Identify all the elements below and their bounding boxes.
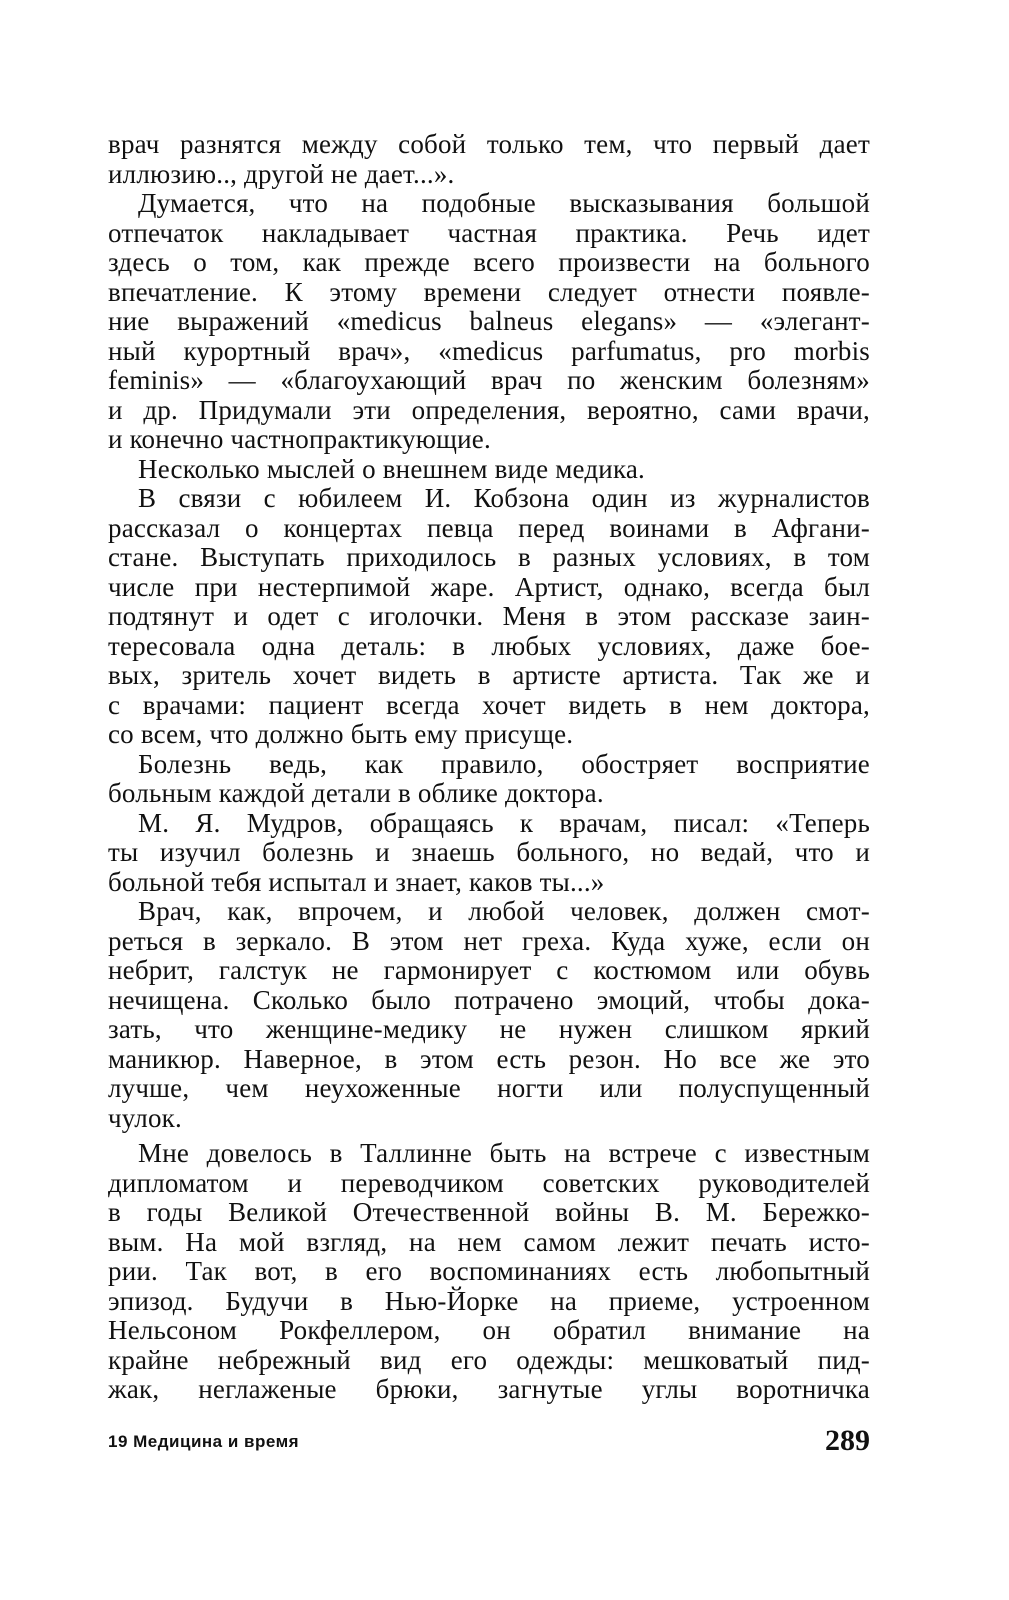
text-line: реться в зеркало. В этом нет греха. Куда хуже, если он bbox=[108, 925, 870, 956]
paragraph bbox=[108, 484, 870, 750]
text-line: ние выражений «medicus balneus elegans» — «элегант- bbox=[108, 306, 870, 336]
text-line: feminis» — «благоухающий врач по женским болезням» bbox=[108, 365, 870, 395]
text-line: ты изучил болезнь и знаешь больного, но ведай, что и bbox=[108, 837, 870, 867]
text-line: больным каждой детали в облике доктора. bbox=[108, 778, 604, 808]
text-line: с врачами: пациент всегда хочет видеть в нем доктора, bbox=[108, 689, 870, 720]
text-line: Мне довелось в Таллинне быть на встрече с известным bbox=[138, 1138, 870, 1168]
text-line: зать, что женщине-медику не нужен слишком яркий bbox=[108, 1014, 870, 1044]
page-body bbox=[108, 130, 870, 1405]
text-line: здесь о том, как прежде всего произвести на больного bbox=[108, 247, 870, 277]
text-line: эпизод. Будучи в Нью-Йорке на приеме, устроенном bbox=[108, 1285, 870, 1316]
text-line: вых, зритель хочет видеть в артисте артиста. Так же и bbox=[108, 660, 870, 690]
text-line: тересовала одна деталь: в любых условиях, даже бое- bbox=[108, 630, 870, 661]
text-line: жак, неглаженые брюки, загнутые углы воротничка bbox=[108, 1374, 870, 1404]
paragraph bbox=[108, 1139, 870, 1405]
text-line: крайне небрежный вид его одежды: мешковатый пид- bbox=[108, 1344, 870, 1375]
paragraph bbox=[108, 750, 870, 809]
text-line: и конечно частнопрактикующие. bbox=[108, 424, 491, 454]
text-line: Нельсоном Рокфеллером, он обратил внимание на bbox=[108, 1315, 870, 1345]
text-line: вым. На мой взгляд, на нем самом лежит печать исто- bbox=[108, 1226, 870, 1257]
text-line: в годы Великой Отечественной войны В. М. Бережко- bbox=[108, 1197, 870, 1227]
text-line: стане. Выступать приходилось в разных условиях, в том bbox=[108, 542, 870, 572]
page-number: 289 bbox=[825, 1424, 870, 1457]
text-line: числе при нестерпимой жаре. Артист, однако, всегда был bbox=[108, 571, 870, 602]
text-line: рии. Так вот, в его воспоминаниях есть любопытный bbox=[108, 1256, 870, 1286]
text-line: дипломатом и переводчиком советских руководителей bbox=[108, 1167, 870, 1198]
text-line: В связи с юбилеем И. Кобзона один из журналистов bbox=[138, 483, 870, 513]
paragraph bbox=[108, 897, 870, 1133]
text-line: Болезнь ведь, как правило, обостряет восприятие bbox=[138, 748, 870, 779]
page-footer bbox=[108, 1424, 870, 1460]
text-line: ный курортный врач», «medicus parfumatus, pro morbis bbox=[108, 335, 870, 366]
text-line: подтянут и одет с иголочки. Меня в этом рассказе заин- bbox=[108, 601, 870, 631]
text-line: иллюзию.., другой не дает...». bbox=[108, 158, 455, 189]
paragraph bbox=[108, 189, 870, 455]
text-line: Думается, что на подобные высказывания большой bbox=[138, 188, 870, 218]
paragraph bbox=[108, 809, 870, 898]
text-line: отпечаток накладывает частная практика. Речь идет bbox=[108, 217, 870, 248]
text-line: лучше, чем неухоженные ногти или полуспущенный bbox=[108, 1073, 870, 1103]
text-line: рассказал о концертах певца перед воинами в Афгани- bbox=[108, 512, 870, 543]
text-line: больной тебя испытал и знает, каков ты...» bbox=[108, 866, 605, 897]
printer-signature-mark: 19 Медицина и время bbox=[108, 1432, 300, 1451]
paragraph bbox=[108, 130, 870, 189]
text-line: Несколько мыслей о внешнем виде медика. bbox=[138, 453, 645, 484]
text-line: небрит, галстук не гармонирует с костюмом или обувь bbox=[108, 955, 870, 985]
text-line: М. Я. Мудров, обращаясь к врачам, писал: «Теперь bbox=[138, 807, 870, 838]
text-line: чулок. bbox=[108, 1102, 182, 1133]
text-line: маникюр. Наверное, в этом есть резон. Но все же это bbox=[108, 1043, 870, 1074]
text-line: со всем, что должно быть ему присуще. bbox=[108, 719, 574, 749]
text-line: и др. Придумали эти определения, вероятно, сами врачи, bbox=[108, 394, 870, 425]
text-line: впечатление. К этому времени следует отнести появле- bbox=[108, 276, 870, 307]
paragraph bbox=[108, 455, 870, 485]
text-line: врач разнятся между собой только тем, что первый дает bbox=[108, 129, 870, 159]
text-line: нечищена. Сколько было потрачено эмоций, чтобы дока- bbox=[108, 984, 870, 1015]
text-line: Врач, как, впрочем, и любой человек, должен смот- bbox=[138, 896, 870, 926]
